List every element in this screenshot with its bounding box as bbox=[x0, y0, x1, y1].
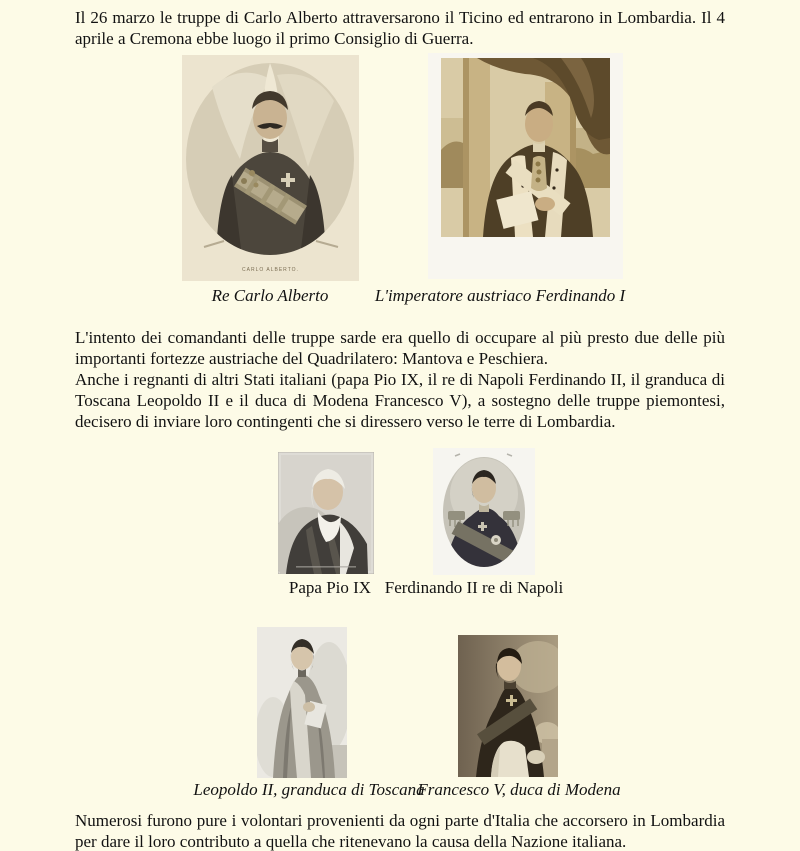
paragraph-allies: Anche i regnanti di altri Stati italiani (papa Pio IX, il re di Napoli Ferdinando II, il granduca di Toscana Leopoldo II e il duca di Modena Francesco V), a sostegno delle truppe piemontesi, decisero di inviare loro contingenti che si diressero verso le terre di Lombardia. bbox=[75, 370, 725, 431]
paragraph-intro: Il 26 marzo le truppe di Carlo Alberto attraversarono il Ticino ed entrarono in Lombardia. Il 4 aprile a Cremona ebbe luogo il primo Consiglio di Guerra. bbox=[75, 8, 725, 48]
caption-ferdinando-ii: Ferdinando II re di Napoli bbox=[384, 578, 564, 597]
caption-leopoldo-ii: Leopoldo II, granduca di Toscana bbox=[193, 780, 425, 799]
caption-re-carlo-alberto: Re Carlo Alberto bbox=[211, 286, 329, 305]
portrait-leopoldo-ii-image bbox=[257, 627, 347, 778]
paragraph-intent: L'intento dei comandanti delle truppe sarde era quello di occupare al più presto due delle più importanti fortezze austriache del Quadrilatero: Mantova e Peschiera. bbox=[75, 328, 725, 368]
portrait-ferdinando-ii bbox=[433, 448, 535, 575]
caption-imperatore-ferdinando-i: L'imperatore austriaco Ferdinando I bbox=[374, 286, 626, 305]
portrait-francesco-v-image bbox=[458, 635, 558, 777]
portrait-ferdinando-i bbox=[428, 53, 623, 279]
portrait-francesco-v bbox=[458, 635, 558, 777]
portrait-pio-ix-image bbox=[278, 452, 374, 574]
caption-papa-pio-ix: Papa Pio IX bbox=[288, 578, 372, 597]
middle-text-block bbox=[0, 327, 800, 432]
caption-francesco-v: Francesco V, duca di Modena bbox=[417, 780, 621, 799]
portrait-leopoldo-ii bbox=[257, 627, 347, 778]
paragraph-volunteers: Numerosi furono pure i volontari provenienti da ogni parte d'Italia che accorsero in Lombardia per dare il loro contributo a quella che ritenevano la causa della Nazione italiana. bbox=[75, 811, 725, 851]
portrait-carlo-alberto bbox=[182, 55, 359, 281]
portrait-ferdinando-ii-image bbox=[433, 448, 535, 575]
portrait-ferdinando-i-image bbox=[428, 53, 623, 279]
portrait-carlo-alberto-image bbox=[182, 55, 359, 281]
portrait-pio-ix bbox=[278, 452, 374, 574]
portrait-inner-caption: CARLO ALBERTO. bbox=[242, 267, 299, 273]
